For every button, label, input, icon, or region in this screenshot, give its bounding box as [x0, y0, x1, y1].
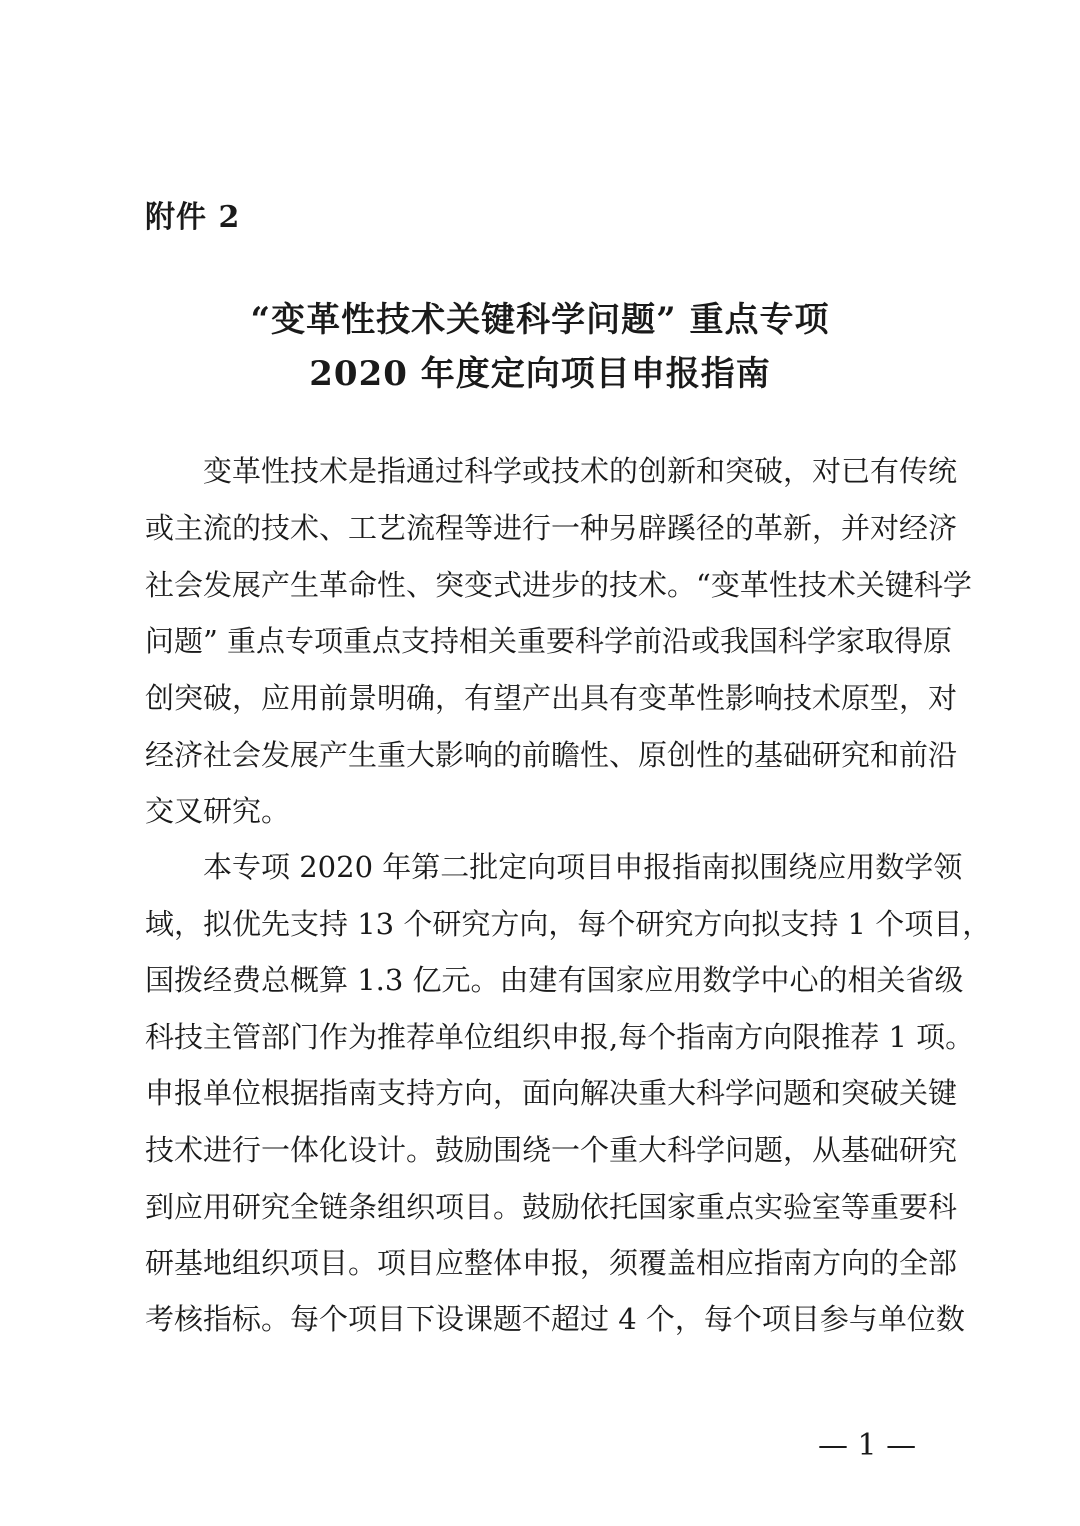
paragraph-2-line-2: 域，拟优先支持 13 个研究方向，每个研究方向拟支持 1 个项目，: [145, 907, 992, 941]
paragraph-2-line-9: 考核指标。每个项目下设课题不超过 4 个，每个项目参与单位数: [145, 1302, 965, 1336]
paragraph-2-line-1: 本专项 2020 年第二批定向项目申报指南拟围绕应用数学领: [203, 850, 963, 884]
paragraph-2-line-6: 技术进行一体化设计。鼓励围绕一个重大科学问题，从基础研究: [145, 1133, 958, 1167]
title-line-2: 2020 年度定向项目申报指南: [309, 354, 771, 394]
paragraph-1-line-6: 经济社会发展产生重大影响的前瞻性、原创性的基础研究和前沿: [145, 738, 958, 772]
paragraph-1-line-7: 交叉研究。: [145, 794, 291, 828]
paragraph-1-line-5: 创突破，应用前景明确，有望产出具有变革性影响技术原型，对: [145, 681, 958, 715]
paragraph-1-line-4: 问题” 重点专项重点支持相关重要科学前沿或我国科学家取得原: [145, 624, 953, 658]
paragraph-2-line-3: 国拨经费总概算 1.3 亿元。由建有国家应用数学中心的相关省级: [145, 963, 964, 997]
paragraph-2-line-8: 研基地组织项目。项目应整体申报，须覆盖相应指南方向的全部: [145, 1246, 958, 1280]
attachment-label: 附件 2: [145, 200, 241, 235]
paragraph-1-line-2: 或主流的技术、工艺流程等进行一种另辟蹊径的革新，并对经济: [145, 511, 958, 545]
page-number: — 1 —: [818, 1428, 917, 1463]
paragraph-2-line-7: 到应用研究全链条组织项目。鼓励依托国家重点实验室等重要科: [145, 1190, 958, 1224]
paragraph-2-line-4: 科技主管部门作为推荐单位组织申报,每个指南方向限推荐 1 项。: [145, 1020, 975, 1054]
paragraph-1-line-3: 社会发展产生革命性、突变式进步的技术。“变革性技术关键科学: [145, 568, 972, 602]
paragraph-1-line-1: 变革性技术是指通过科学或技术的创新和突破，对已有传统: [203, 454, 958, 488]
paragraph-2-line-5: 申报单位根据指南支持方向，面向解决重大科学问题和突破关键: [145, 1076, 958, 1110]
title-line-1: “变革性技术关键科学问题” 重点专项: [250, 300, 830, 340]
